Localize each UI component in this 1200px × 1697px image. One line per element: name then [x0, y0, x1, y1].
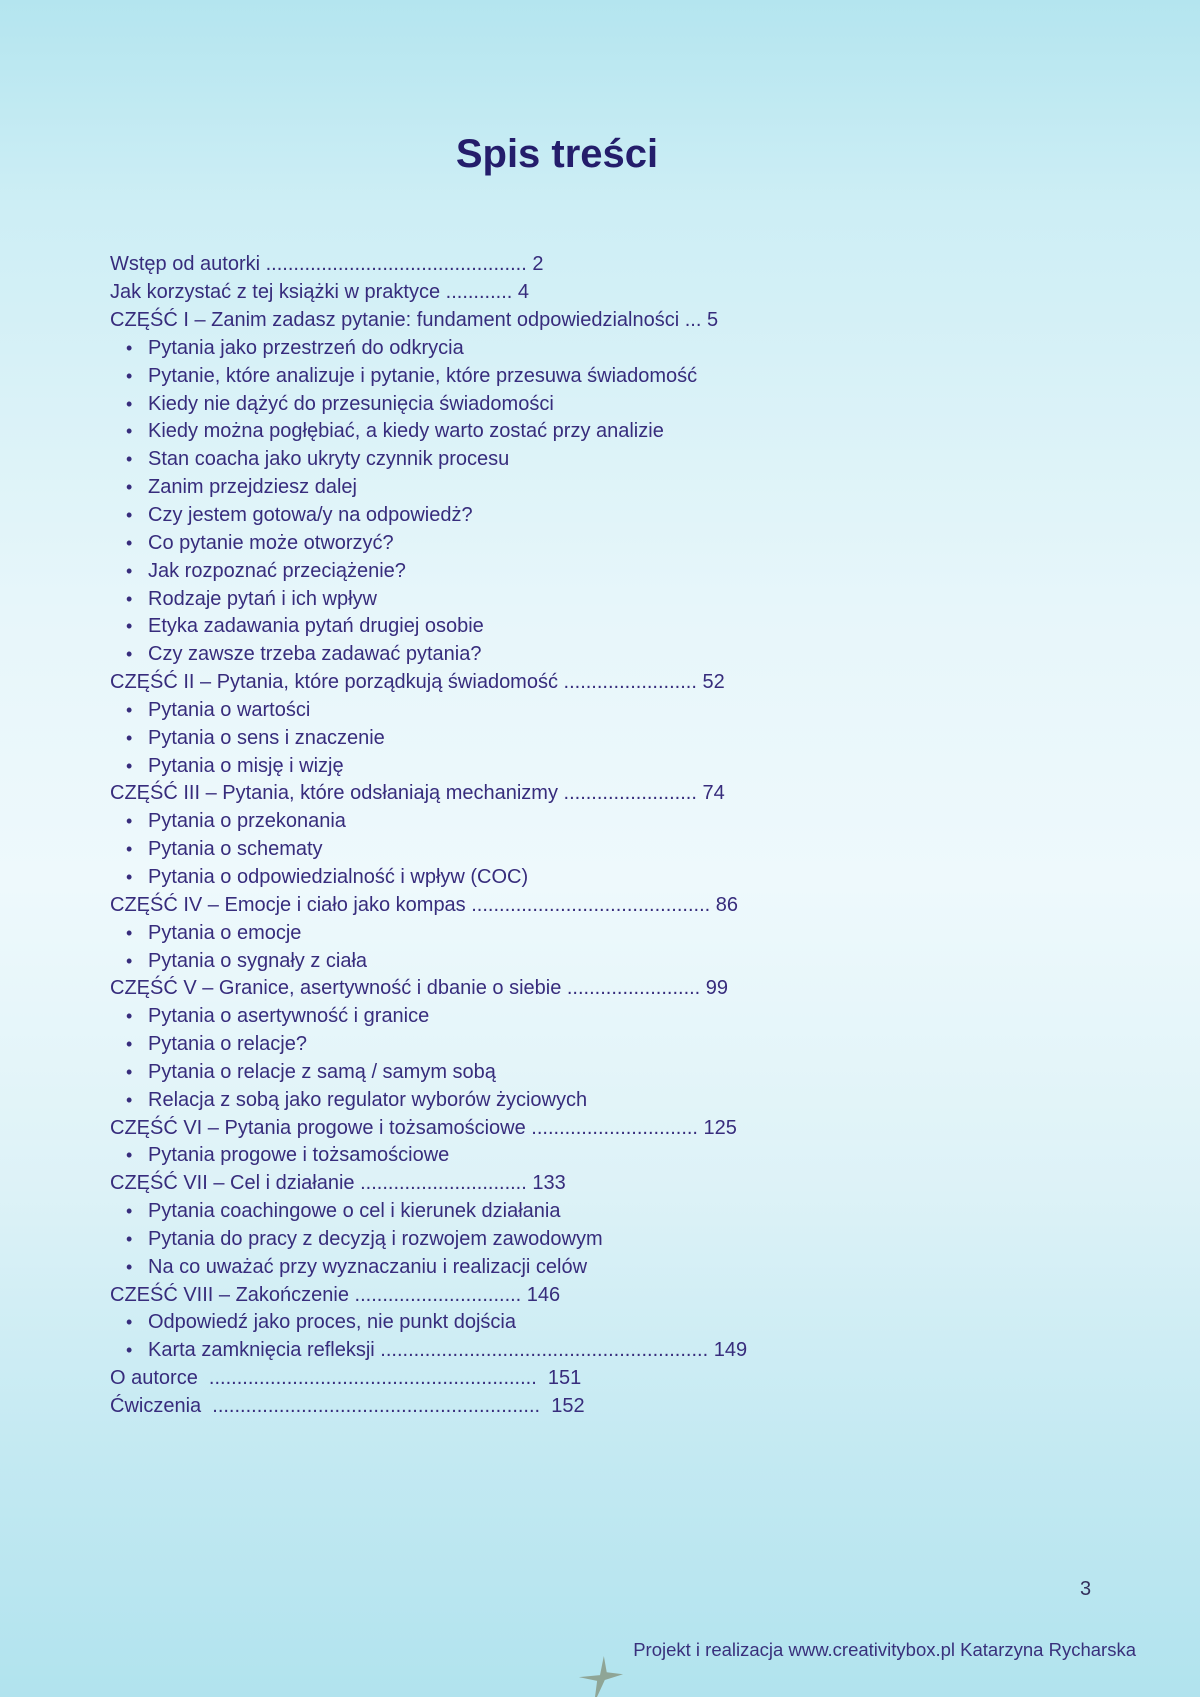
toc-entry-text: CZEŚĆ VIII – Zakończenie .............................. 146	[110, 1283, 561, 1306]
bullet-icon: •	[126, 839, 133, 860]
bullet-icon: •	[126, 922, 133, 943]
bullet-icon: •	[126, 1089, 133, 1110]
bullet-icon: •	[126, 1145, 133, 1166]
bullet-icon: •	[126, 365, 133, 386]
toc-entry-text: Wstęp od autorki ............................................... 2	[110, 253, 544, 276]
toc-entry-text: Czy zawsze trzeba zadawać pytania?	[148, 643, 482, 666]
toc-entry	[110, 1086, 1170, 1114]
toc-entry	[110, 919, 1170, 947]
toc-entry	[110, 307, 1170, 335]
toc-entry	[110, 1198, 1170, 1226]
toc-entry	[110, 1309, 1170, 1337]
toc-entry	[110, 891, 1170, 919]
toc-entry	[110, 947, 1170, 975]
toc-entry	[110, 279, 1170, 307]
toc-entry	[110, 1170, 1170, 1198]
toc-entry-text: Stan coacha jako ukryty czynnik procesu	[148, 448, 510, 471]
toc-entry-text: Co pytanie może otworzyć?	[148, 531, 394, 554]
toc-entry	[110, 1031, 1170, 1059]
toc-entry-text: Pytania o sens i znaczenie	[148, 726, 385, 749]
bullet-icon: •	[126, 755, 133, 776]
bullet-icon: •	[126, 1312, 133, 1333]
toc-entry-text: CZĘŚĆ IV – Emocje i ciało jako kompas ........................................... 86	[110, 893, 738, 916]
toc-entry-text: Pytania coachingowe o cel i kierunek działania	[148, 1200, 561, 1223]
bullet-icon: •	[126, 1340, 133, 1361]
toc-entry	[110, 975, 1170, 1003]
bullet-icon: •	[126, 616, 133, 637]
page-title: Spis treści	[455, 132, 659, 176]
toc-entry-text: CZĘŚĆ V – Granice, asertywność i dbanie o siebie ........................ 99	[110, 977, 729, 1000]
toc-entry	[110, 1365, 1170, 1393]
footer-credit-text: Projekt i realizacja www.creativitybox.pl Katarzyna Rycharska	[633, 1639, 1136, 1660]
toc-entry	[110, 1003, 1170, 1031]
toc-entry-text: Pytania do pracy z decyzją i rozwojem zawodowym	[148, 1227, 603, 1250]
toc-entry	[110, 1114, 1170, 1142]
toc-entry-text: Etyka zadawania pytań drugiej osobie	[148, 615, 484, 638]
bullet-icon: •	[126, 1034, 133, 1055]
bullet-icon: •	[126, 1228, 133, 1249]
toc-entry-text: CZĘŚĆ II – Pytania, które porządkują świadomość ........................ 52	[110, 671, 725, 694]
toc-entry-text: Pytania o asertywność i granice	[148, 1005, 430, 1028]
toc-entry-text: Pytania o wartości	[148, 698, 311, 721]
toc-entry-text: Karta zamknięcia refleksji ........................................................... 149	[148, 1339, 748, 1362]
toc-entry	[110, 1226, 1170, 1254]
toc-entry	[110, 557, 1170, 585]
toc-entry-text: Kiedy nie dążyć do przesunięcia świadomości	[148, 392, 554, 415]
footer	[0, 1639, 1200, 1661]
toc-entry-text: Relacja z sobą jako regulator wyborów życiowych	[148, 1088, 588, 1111]
toc-entry-text: Zanim przejdziesz dalej	[148, 476, 357, 499]
toc-entry	[110, 1058, 1170, 1086]
toc-entry-text: Na co uważać przy wyznaczaniu i realizacji celów	[148, 1255, 588, 1278]
toc-entry-text: CZĘŚĆ VII – Cel i działanie .............................. 133	[110, 1172, 566, 1195]
bullet-icon: •	[126, 1201, 133, 1222]
toc-entry-text: Jak korzystać z tej książki w praktyce ............ 4	[110, 281, 530, 304]
bullet-icon: •	[126, 505, 133, 526]
bullet-icon: •	[126, 1006, 133, 1027]
toc-entry	[110, 502, 1170, 530]
bullet-icon: •	[126, 449, 133, 470]
toc-entry-text: Czy jestem gotowa/y na odpowiedż?	[148, 504, 473, 527]
toc-entry	[110, 641, 1170, 669]
bullet-icon: •	[126, 477, 133, 498]
toc-entry-text: Pytania o misję i wizję	[148, 754, 344, 777]
toc-entry-text: Pytania o odpowiedzialność i wpływ (COC)	[148, 865, 529, 888]
toc-entry	[110, 251, 1170, 279]
toc-entry-text: CZĘŚĆ VI – Pytania progowe i tożsamościowe .............................. 125	[110, 1116, 737, 1139]
toc-entry	[110, 780, 1170, 808]
bullet-icon: •	[126, 950, 133, 971]
toc-entry	[110, 669, 1170, 697]
toc-entry	[110, 335, 1170, 363]
table-of-contents	[110, 251, 1170, 1420]
toc-entry	[110, 836, 1170, 864]
bullet-icon: •	[126, 588, 133, 609]
bullet-icon: •	[126, 393, 133, 414]
toc-entry	[110, 1142, 1170, 1170]
bullet-icon: •	[126, 727, 133, 748]
toc-entry	[110, 613, 1170, 641]
toc-entry	[110, 474, 1170, 502]
toc-entry	[110, 390, 1170, 418]
toc-entry-text: CZĘŚĆ I – Zanim zadasz pytanie: fundament odpowiedzialności ... 5	[110, 309, 719, 332]
bullet-icon: •	[126, 421, 133, 442]
toc-entry-text: O autorce ........................................................... 151	[110, 1367, 582, 1390]
toc-entry	[110, 1253, 1170, 1281]
page-number: 3	[1080, 1578, 1092, 1600]
toc-entry	[110, 585, 1170, 613]
toc-entry	[110, 1337, 1170, 1365]
toc-entry	[110, 864, 1170, 892]
toc-entry-text: Pytania progowe i tożsamościowe	[148, 1144, 450, 1167]
toc-entry	[110, 1281, 1170, 1309]
toc-entry	[110, 697, 1170, 725]
toc-entry-text: Pytania jako przestrzeń do odkrycia	[148, 336, 464, 359]
toc-entry	[110, 418, 1170, 446]
bullet-icon: •	[126, 644, 133, 665]
toc-entry-text: Rodzaje pytań i ich wpływ	[148, 587, 377, 610]
bullet-icon: •	[126, 337, 133, 358]
toc-entry	[110, 808, 1170, 836]
toc-entry	[110, 1393, 1170, 1421]
toc-entry-text: Pytania o emocje	[148, 921, 302, 944]
toc-entry-text: Pytania o relacje z samą / samym sobą	[148, 1060, 496, 1083]
toc-entry-text: Jak rozpoznać przeciążenie?	[148, 559, 406, 582]
bullet-icon: •	[126, 699, 133, 720]
toc-entry-text: Pytania o przekonania	[148, 810, 346, 833]
toc-entry-text: Pytania o relacje?	[148, 1033, 307, 1056]
toc-entry-text: Pytania o schematy	[148, 838, 323, 861]
toc-entry	[110, 446, 1170, 474]
bullet-icon: •	[126, 560, 133, 581]
toc-entry	[110, 752, 1170, 780]
toc-entry	[110, 724, 1170, 752]
bullet-icon: •	[126, 811, 133, 832]
toc-entry-text: CZĘŚĆ III – Pytania, które odsłaniają mechanizmy ........................ 74	[110, 782, 725, 805]
bullet-icon: •	[126, 532, 133, 553]
bullet-icon: •	[126, 1061, 133, 1082]
toc-entry	[110, 362, 1170, 390]
toc-entry-text: Pytania o sygnały z ciała	[148, 949, 368, 972]
toc-entry-text: Ćwiczenia ........................................................... 152	[110, 1395, 585, 1418]
toc-entry-text: Pytanie, które analizuje i pytanie, które przesuwa świadomość	[148, 364, 698, 387]
bullet-icon: •	[126, 866, 133, 887]
toc-entry	[110, 529, 1170, 557]
toc-entry-text: Kiedy można pogłębiać, a kiedy warto zostać przy analizie	[148, 420, 664, 443]
toc-entry-text: Odpowiedź jako proces, nie punkt dojścia	[148, 1311, 516, 1334]
bullet-icon: •	[126, 1256, 133, 1277]
